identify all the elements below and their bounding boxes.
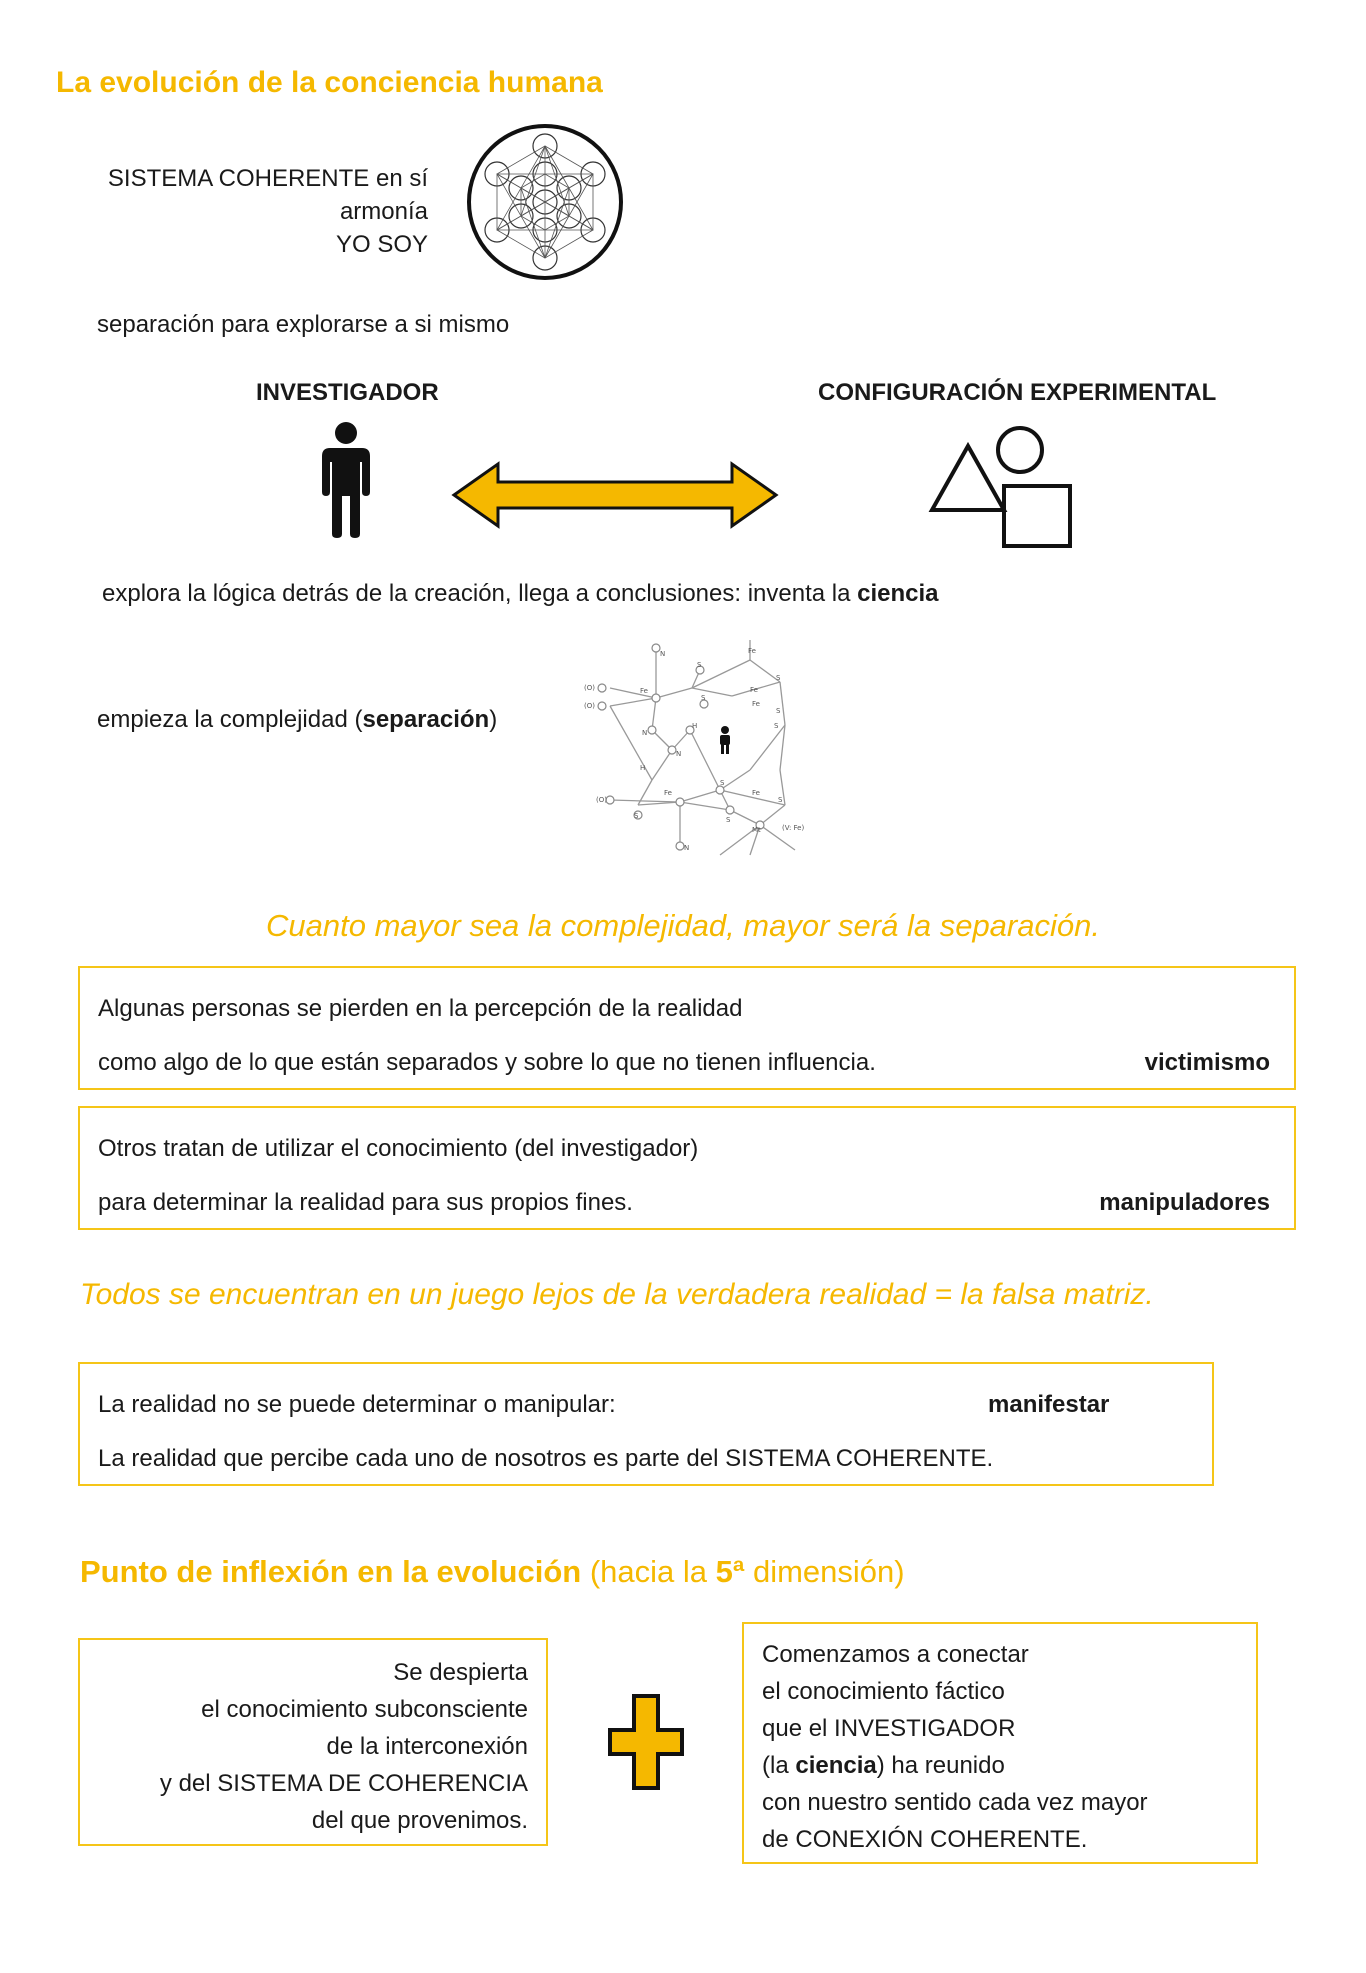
svg-text:S: S [701, 694, 706, 702]
coherent-line-1: SISTEMA COHERENTE en sí [107, 165, 428, 192]
complexity-suffix: ) [489, 706, 498, 733]
box1-line2: como algo de lo que están separados y sobre lo que no tienen influencia. [98, 1049, 876, 1076]
explore-bold: ciencia [857, 580, 939, 607]
turning-prefix: (hacia la [581, 1554, 716, 1589]
person-icon [316, 420, 376, 538]
left-line-3: de la interconexión [326, 1733, 528, 1760]
svg-text:S: S [697, 661, 702, 669]
svg-text:N: N [660, 650, 666, 658]
svg-text:N: N [684, 844, 690, 852]
svg-text:(O): (O) [596, 796, 607, 804]
geometric-shapes-icon [928, 424, 1078, 550]
left-line-2: el conocimiento subconsciente [201, 1696, 528, 1723]
svg-text:N: N [676, 750, 682, 758]
box2-line1: Otros tratan de utilizar el conocimiento (del investigador) [98, 1135, 699, 1162]
svg-text:Fe: Fe [750, 686, 758, 694]
svg-text:(O): (O) [584, 702, 595, 710]
svg-text:Fe: Fe [748, 647, 756, 655]
coherent-line-2: armonía [339, 198, 428, 225]
manipulators-box [78, 1106, 1296, 1230]
svg-text:S: S [634, 812, 639, 820]
box3-line1: La realidad no se puede determinar o manipular: [98, 1391, 616, 1418]
turning-point-heading [80, 1554, 905, 1590]
separation-text: separación para explorarse a si mismo [97, 311, 510, 338]
left-line-4: y del SISTEMA DE COHERENCIA [159, 1770, 528, 1797]
svg-text:S: S [778, 796, 783, 804]
coherent-system-text [60, 162, 428, 261]
right-line-4-prefix: (la [762, 1752, 796, 1779]
right-line-5: con nuestro sentido cada vez mayor [762, 1789, 1148, 1816]
svg-text:S: S [776, 707, 781, 715]
right-line-6: de CONEXIÓN COHERENTE. [762, 1826, 1088, 1853]
quote-false-matrix: Todos se encuentran en un juego lejos de la verdadera realidad = la falsa matriz. [80, 1278, 1154, 1311]
quote-complexity: Cuanto mayor sea la complejidad, mayor será la separación. [266, 908, 1100, 943]
plus-icon [606, 1692, 686, 1792]
coherent-line-3: YO SOY [335, 231, 428, 258]
svg-text:Mt: Mt [752, 826, 761, 834]
right-line-2: el conocimiento fáctico [762, 1678, 1005, 1705]
box2-line2: para determinar la realidad para sus propios fines. [98, 1189, 633, 1216]
box1-line1: Algunas personas se pierden en la percepción de la realidad [98, 995, 743, 1022]
right-line-3: que el INVESTIGADOR [762, 1715, 1016, 1742]
left-line-5: del que provenimos. [311, 1807, 528, 1834]
svg-text:H: H [692, 722, 698, 730]
svg-text:H: H [640, 764, 646, 772]
turning-number: 5ª [715, 1554, 745, 1589]
metatron-cube-icon [465, 122, 625, 282]
double-arrow-icon [450, 460, 780, 530]
complexity-bold: separación [362, 706, 490, 733]
subconscious-text [160, 1654, 528, 1839]
complexity-network-diagram [580, 630, 840, 870]
left-line-1: Se despierta [393, 1659, 528, 1686]
svg-text:Fe: Fe [752, 789, 760, 797]
complexity-prefix: empieza la complejidad ( [97, 706, 363, 733]
manipulators-tag: manipuladores [1099, 1189, 1270, 1216]
turning-bold: Punto de inflexión en la evolución [80, 1554, 582, 1589]
connection-text [762, 1636, 1148, 1858]
svg-text:Fe: Fe [752, 700, 760, 708]
experimental-setup-label: CONFIGURACIÓN EXPERIMENTAL [818, 379, 1217, 406]
complexity-text [97, 703, 497, 736]
box3-line2: La realidad que percibe cada uno de nosotros es parte del SISTEMA COHERENTE. [98, 1445, 994, 1472]
turning-suffix: dimensión) [744, 1554, 905, 1589]
victimism-tag: victimismo [1144, 1049, 1270, 1076]
svg-text:S: S [774, 722, 779, 730]
explore-prefix: explora la lógica detrás de la creación, llega a conclusiones: inventa la [102, 580, 858, 607]
right-line-1: Comenzamos a conectar [762, 1641, 1029, 1668]
svg-text:Fe: Fe [640, 687, 648, 695]
connection-box [742, 1622, 1258, 1864]
manifest-box [78, 1362, 1214, 1486]
investigator-label: INVESTIGADOR [256, 379, 439, 406]
victimism-box [78, 966, 1296, 1090]
small-person-icon [720, 726, 730, 754]
subconscious-box [78, 1638, 548, 1846]
right-line-4-bold: ciencia [795, 1752, 877, 1779]
svg-text:(V: Fe): (V: Fe) [782, 824, 805, 832]
svg-text:S: S [726, 816, 731, 824]
right-line-4 [762, 1747, 1148, 1784]
svg-text:S: S [720, 779, 725, 787]
svg-text:N: N [642, 729, 648, 737]
svg-text:S: S [776, 674, 781, 682]
manifest-tag: manifestar [988, 1391, 1110, 1418]
svg-text:(O): (O) [584, 684, 595, 692]
svg-text:Fe: Fe [664, 789, 672, 797]
right-line-4-suffix: ) ha reunido [876, 1752, 1005, 1779]
page-title: La evolución de la conciencia humana [56, 66, 603, 99]
explore-text [102, 577, 939, 610]
